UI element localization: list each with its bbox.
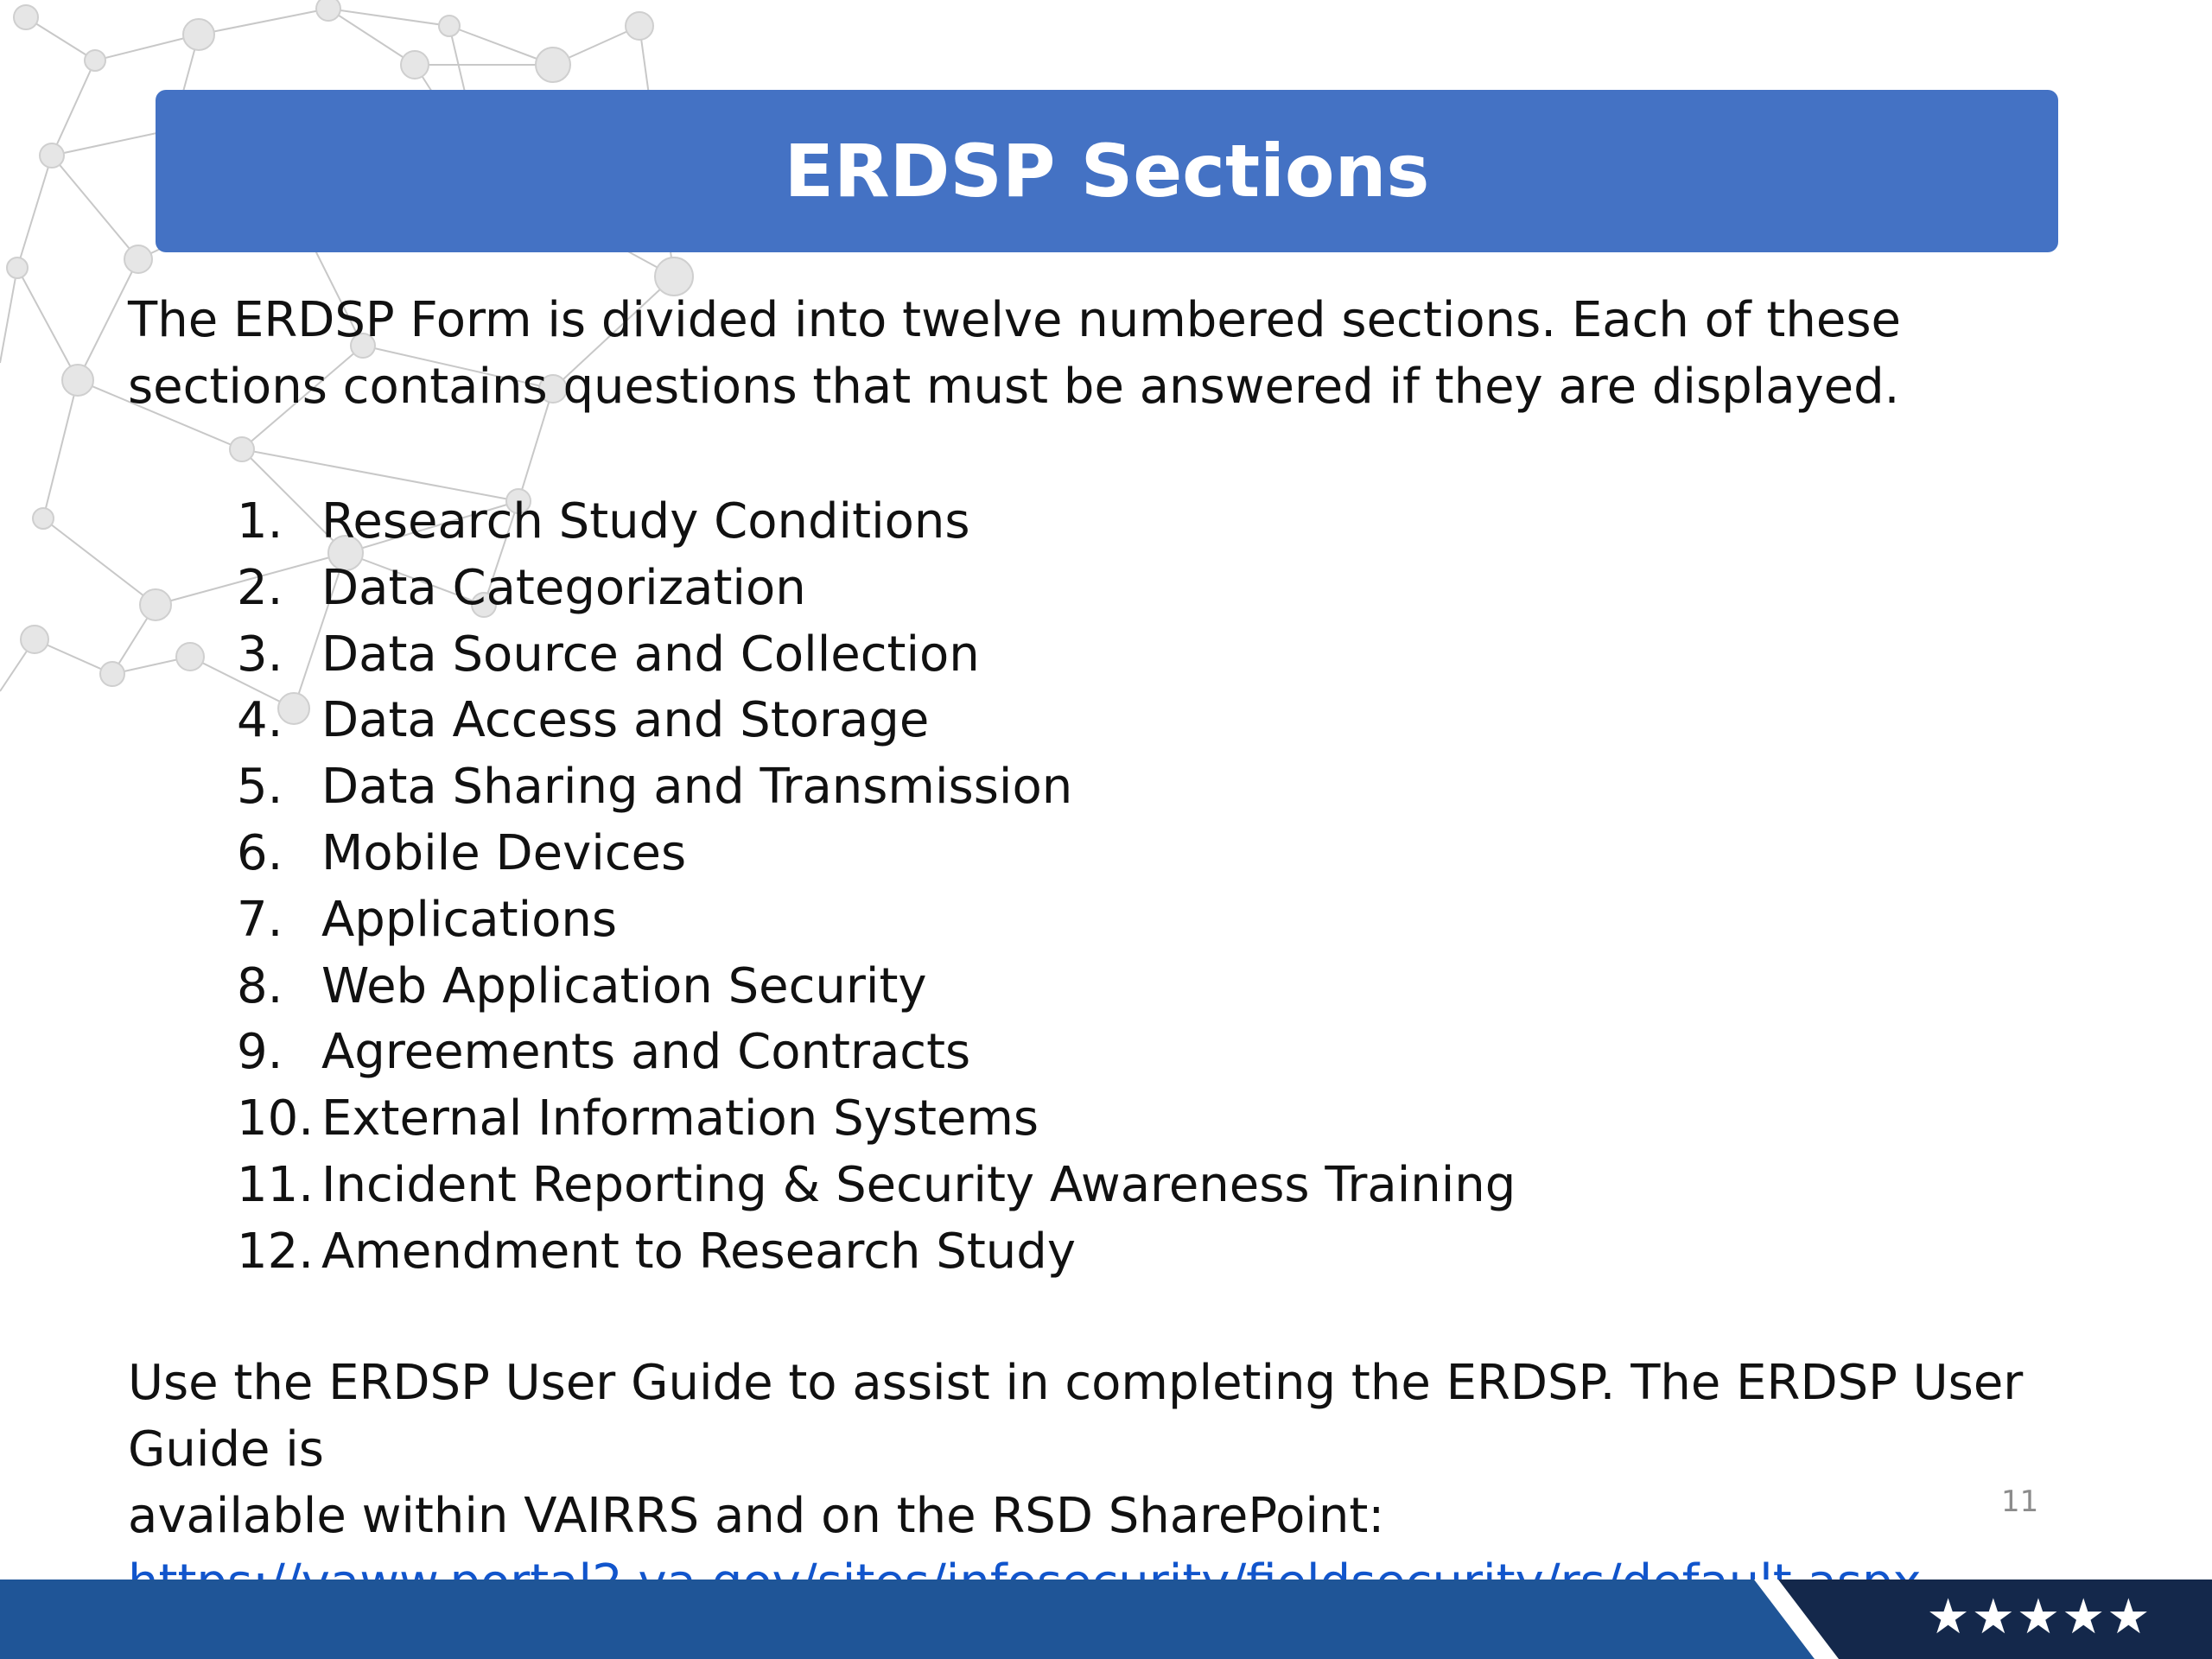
list-item-number: 8. bbox=[237, 957, 283, 1014]
list-item-number: 1. bbox=[237, 493, 283, 550]
list-item-number: 9. bbox=[237, 1024, 283, 1081]
page-title: ERDSP Sections bbox=[784, 129, 1430, 213]
title-bar bbox=[156, 90, 2058, 252]
sections-list bbox=[237, 489, 1516, 1286]
list-item-label: Data Access and Storage bbox=[321, 692, 930, 749]
user-guide-line-1: Use the ERDSP User Guide to assist in completing the ERDSP. The ERDSP User Guide is bbox=[128, 1355, 2024, 1478]
list-item-label: Amendment to Research Study bbox=[321, 1223, 1076, 1280]
list-item-label: Agreements and Contracts bbox=[321, 1024, 971, 1081]
list-item-number: 10. bbox=[237, 1090, 315, 1147]
list-item-number: 12. bbox=[237, 1223, 315, 1280]
user-guide-line-2: available within VAIRRS and on the RSD SharePoint: bbox=[128, 1488, 1385, 1544]
list-item-number: 3. bbox=[237, 626, 283, 683]
list-item-label: Applications bbox=[321, 891, 618, 948]
five-stars-icon: ★★★★★ bbox=[1926, 1588, 2152, 1645]
list-item-label: Mobile Devices bbox=[321, 824, 687, 881]
list-item bbox=[237, 556, 1516, 622]
list-item bbox=[237, 1219, 1516, 1286]
list-item-number: 6. bbox=[237, 824, 283, 881]
list-item bbox=[237, 688, 1516, 754]
list-item bbox=[237, 1020, 1516, 1086]
list-item bbox=[237, 1153, 1516, 1219]
bottom-band bbox=[0, 1580, 2212, 1659]
list-item bbox=[237, 489, 1516, 556]
list-item-number: 11. bbox=[237, 1156, 315, 1213]
list-item bbox=[237, 887, 1516, 954]
user-guide-paragraph bbox=[128, 1350, 2141, 1616]
list-item-label: External Information Systems bbox=[321, 1090, 1039, 1147]
list-item-label: Data Categorization bbox=[321, 559, 806, 616]
list-item-number: 7. bbox=[237, 891, 283, 948]
list-item-number: 5. bbox=[237, 759, 283, 816]
list-item-number: 4. bbox=[237, 692, 283, 749]
list-item-label: Incident Reporting & Security Awareness Training bbox=[321, 1156, 1516, 1213]
page-number: 11 bbox=[2001, 1484, 2039, 1519]
list-item-label: Web Application Security bbox=[321, 957, 927, 1014]
list-item-label: Data Source and Collection bbox=[321, 626, 980, 683]
list-item bbox=[237, 821, 1516, 887]
list-item-label: Research Study Conditions bbox=[321, 493, 970, 550]
list-item bbox=[237, 1086, 1516, 1153]
list-item-number: 2. bbox=[237, 559, 283, 616]
intro-paragraph: The ERDSP Form is divided into twelve numbered sections. Each of these sections contains questions that must be answered if they are displayed. bbox=[128, 292, 1901, 415]
list-item bbox=[237, 954, 1516, 1020]
list-item bbox=[237, 622, 1516, 689]
list-item-label: Data Sharing and Transmission bbox=[321, 759, 1073, 816]
list-item bbox=[237, 754, 1516, 821]
